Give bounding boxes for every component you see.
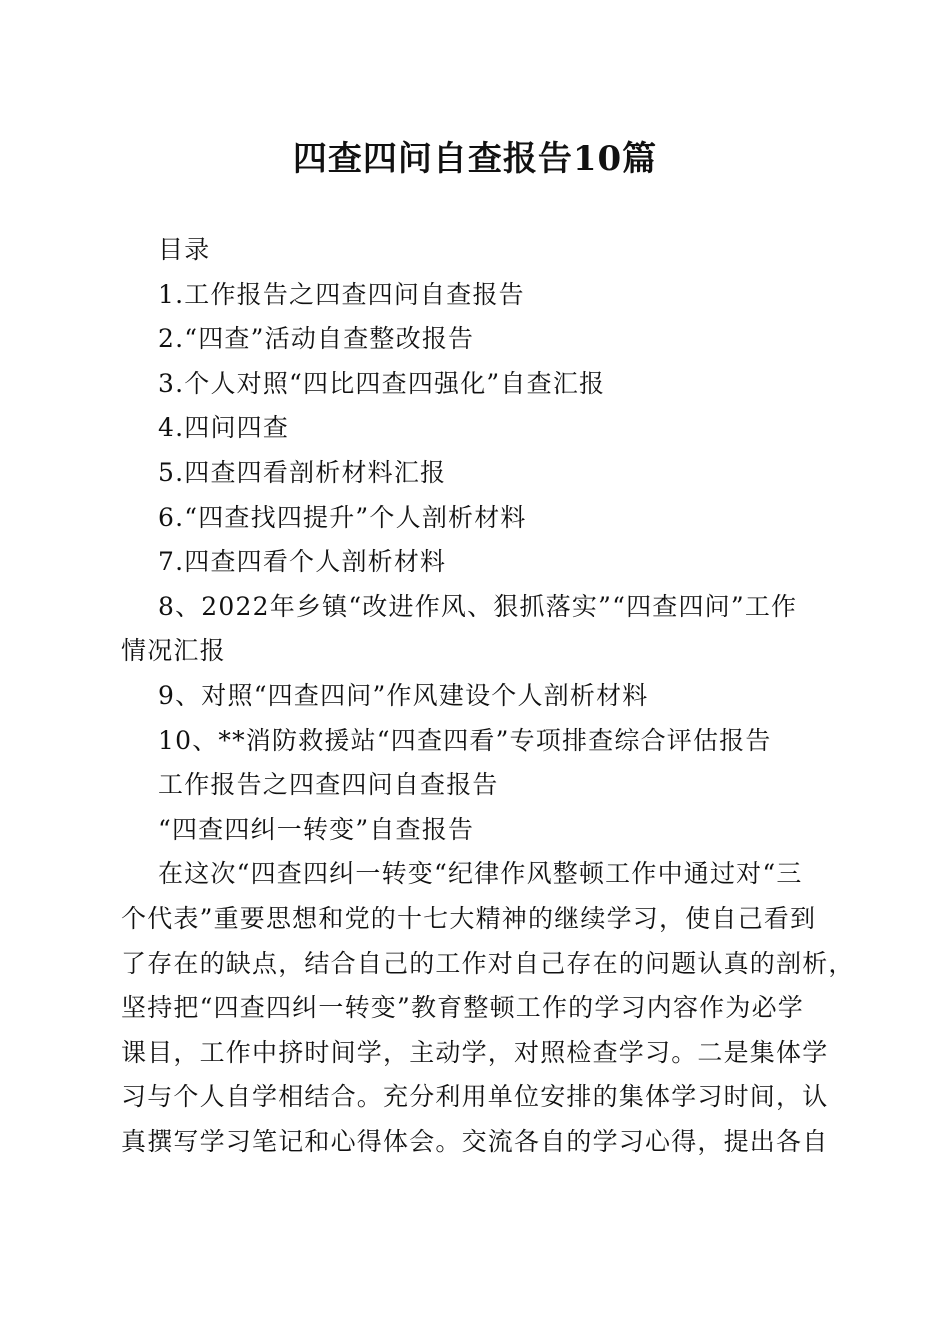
toc-item-10: 10、**消防救援站“四查四看”专项排查综合评估报告: [158, 725, 772, 755]
paragraph-line: 真撰写学习笔记和心得体会。交流各自的学习心得，提出各自: [121, 1126, 829, 1156]
section-subtitle: “四查四纠一转变”自查报告: [158, 814, 475, 844]
paragraph-line: 在这次“四查四纠一转变“纪律作风整顿工作中通过对“三: [158, 859, 803, 889]
toc-item-4: 4.四问四查: [158, 413, 290, 443]
paragraph-line: 课目，工作中挤时间学，主动学，对照检查学习。二是集体学: [121, 1037, 829, 1067]
toc-item-5: 5.四查四看剖析材料汇报: [158, 457, 447, 487]
toc-item-7: 7.四查四看个人剖析材料: [158, 547, 447, 577]
paragraph-line: 坚持把“四查四纠一转变”教育整顿工作的学习内容作为必学: [121, 993, 804, 1023]
toc-item-6: 6.“四查找四提升”个人剖析材料: [158, 502, 527, 532]
document-body: [121, 228, 855, 1164]
toc-heading: 目录: [158, 235, 211, 264]
paragraph-line: 个代表”重要思想和党的十七大精神的继续学习，使自己看到: [121, 903, 817, 933]
paragraph-line: 习与个人自学相结合。充分利用单位安排的集体学习时间，认: [121, 1082, 829, 1112]
section-title: 工作报告之四查四问自查报告: [158, 770, 499, 800]
document-title: 四查四问自查报告10篇: [292, 139, 658, 179]
toc-item-3: 3.个人对照“四比四查四强化”自查汇报: [158, 368, 606, 398]
toc-item-8-line-2: 情况汇报: [121, 636, 226, 666]
toc-item-8-line-1: 8、2022年乡镇“改进作风、狠抓落实”“四查四问”工作: [158, 591, 798, 621]
toc-item-1: 1.工作报告之四查四问自查报告: [158, 279, 525, 309]
paragraph-line: 了存在的缺点，结合自己的工作对自己存在的问题认真的剖析，: [121, 948, 855, 978]
toc-item-9: 9、对照“四查四问”作风建设个人剖析材料: [158, 680, 649, 710]
toc-item-2: 2.“四查”活动自查整改报告: [158, 324, 475, 354]
